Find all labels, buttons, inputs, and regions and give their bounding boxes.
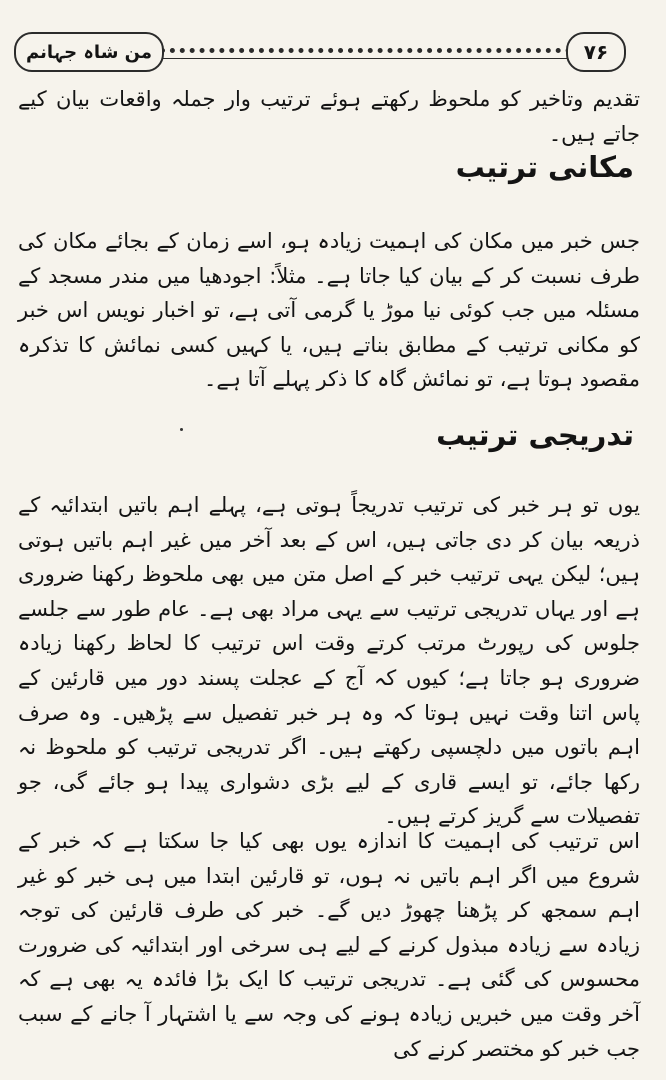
page-number: ۷۶ <box>583 40 609 64</box>
paragraph-spatial: جس خبر میں مکان کی اہمیت زیادہ ہو، اسے زمان کے بجائے مکان کی طرف نسبت کر کے بیان کیا جاتا ہے۔ مثلاً: اجودھیا میں مندر مسجد کے مسئلہ میں جب کوئی نیا موڑ یا گرمی آتی ہے، تو اخبار نویس اس خبر کو مکانی ترتیب کے مطابق بناتے ہیں، یا کہیں کسی نمائش کا تذکرہ مقصود ہوتا ہے، تو نمائش گاہ کا ذکر پہلے آتا ہے۔ <box>18 229 640 392</box>
print-speck <box>180 428 183 431</box>
book-title: من شاہ جہانم <box>25 41 153 63</box>
paragraph-gradual-2: اس ترتیب کی اہمیت کا اندازہ یوں بھی کیا جا سکتا ہے کہ خبر کے شروع میں اگر اہم باتیں نہ ہوں، تو قارئین ابتدا میں ہی خبر کو غیر اہم سمجھ کر پڑھنا چھوڑ دیں گے۔ خبر کی طرف قارئین کی توجہ زیادہ سے زیادہ مبذول کرنے کے لیے ہی سرخی اور ابتدائیہ کی ضرورت محسوس کی گئی ہے۔ تدریجی ترتیب کا ایک بڑا فائدہ یہ بھی ہے کہ آخر وقت میں خبریں زیادہ ہونے کی وجہ سے یا اشتہار آ جانے کے سبب جب خبر کو مختصر کرنے کی <box>18 829 640 1061</box>
intro-line: تقدیم وتاخیر کو ملحوظ رکھتے ہوئے ترتیب وار جملہ واقعات بیان کیے جاتے ہیں۔ <box>18 87 640 146</box>
section-heading-gradual: تدریجی ترتیب <box>436 418 634 452</box>
paragraph-gradual-1: یوں تو ہر خبر کی ترتیب تدریجاً ہوتی ہے، پہلے اہم باتیں ابتدائیہ کے ذریعہ بیان کر دی جاتی ہیں، اس کے بعد آخر میں غیر اہم باتیں ہوتی ہیں؛ لیکن یہی ترتیب خبر کے اصل متن میں بھی ملحوظ رکھنا ضروری ہے اور یہاں تدریجی ترتیب سے یہی مراد بھی ہے۔ عام طور سے جلسے جلوس کی رپورٹ مرتب کرتے وقت اس ترتیب کا لحاظ رکھنا زیادہ ضروری ہو جاتا ہے؛ کیوں کہ آج کے عجلت پسند دور میں قارئین کے پاس اتنا وقت نہیں ہوتا کہ وہ ہر خبر تفصیل سے پڑھیں۔ وہ صرف اہم باتوں میں دلچسپی رکھتے ہیں۔ اگر تدریجی ترتیب کو ملحوظ نہ رکھا جائے، تو ایسے قاری کے لیے بڑی دشواری پیدا ہو جائے گی، جو تفصیلات سے گریز کرتے ہیں۔ <box>18 493 640 829</box>
header-rule-thin <box>160 58 571 59</box>
book-title-badge <box>14 32 164 72</box>
header-rule <box>160 48 571 53</box>
section-heading-spatial: مکانی ترتیب <box>455 150 634 184</box>
page-number-badge <box>566 32 626 72</box>
running-header <box>0 0 666 80</box>
